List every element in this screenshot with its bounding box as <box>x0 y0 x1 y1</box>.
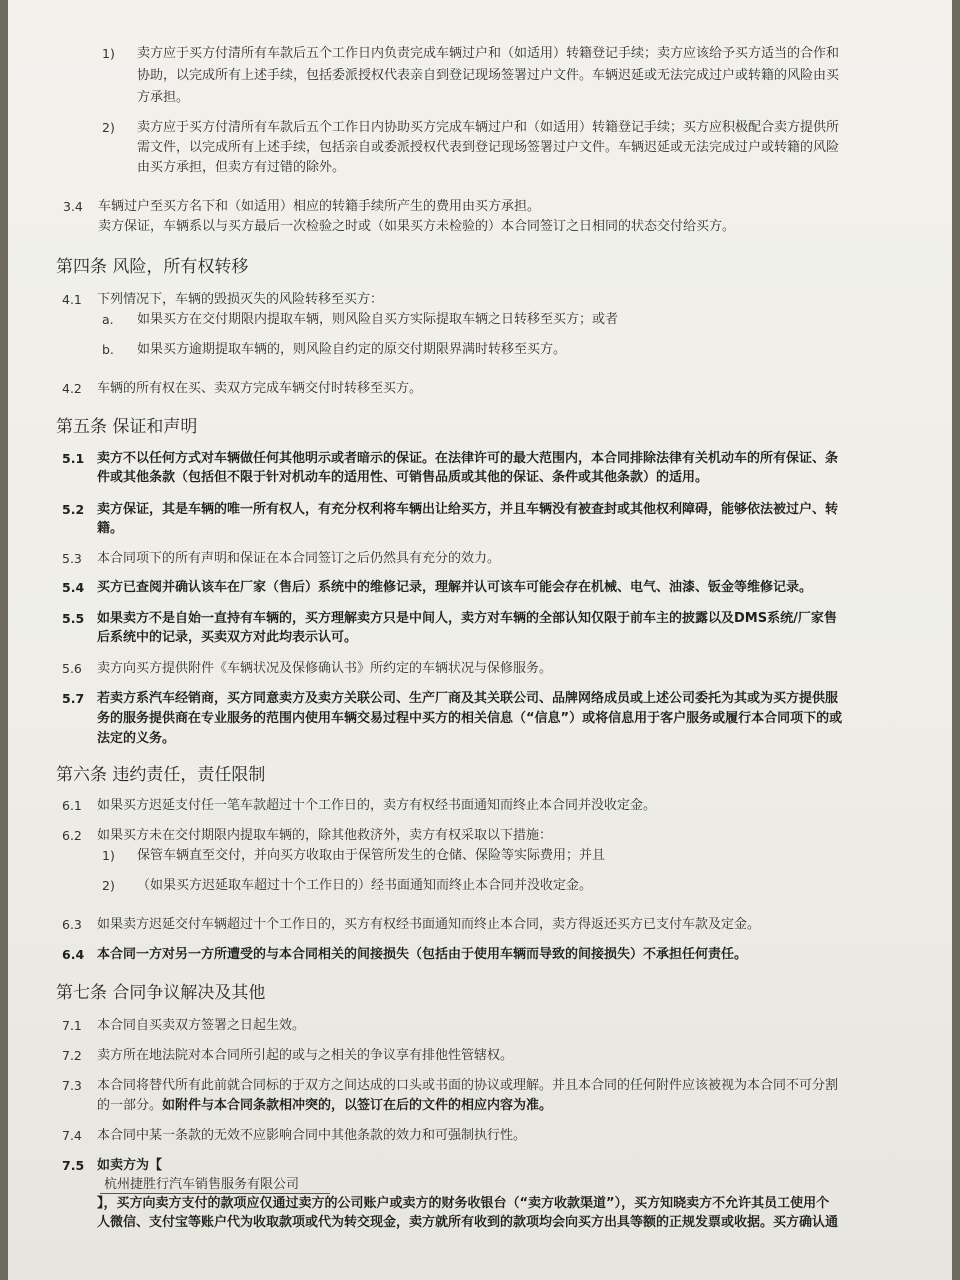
clause-number: 5.7 <box>62 691 85 706</box>
clause-number: 7.1 <box>62 1018 82 1033</box>
clause-line: 卖方保证，其是车辆的唯一所有权人，有充分权利将车辆出让给买方，并且车辆没有被查封或其他权利障碍，能够依法被过户、转 <box>97 502 839 517</box>
clause-line: 】，买方向卖方支付的款项应仅通过卖方的公司账户或卖方的财务收银台（“卖方收款渠道”），买方知晓卖方不允许其员工使用个 <box>97 1196 830 1211</box>
clause-line: 本合同一方对另一方所遭受的与本合同相关的间接损失（包括由于使用车辆而导致的间接损失）不承担任何责任。 <box>97 947 748 962</box>
clause-line: 后系统中的记录，买卖双方对此均表示认可。 <box>97 630 358 645</box>
clause-line: 法定的义务。 <box>97 731 176 746</box>
contract-page <box>8 0 952 1280</box>
item-number: 2) <box>102 878 115 893</box>
clause-number: 4.2 <box>62 381 82 396</box>
clause-line: 需文件，以完成所有上述手续，包括亲自或委派授权代表到登记现场签署过户文件。车辆迟延或无法完成过户或转籍的风险 <box>137 140 840 155</box>
clause-line: 下列情况下，车辆的毁损灭失的风险转移至买方： <box>97 292 384 307</box>
item-number: b. <box>102 342 114 357</box>
clause-number: 7.3 <box>62 1078 82 1093</box>
clause-line: 买方已查阅并确认该车在厂家（售后）系统中的维修记录，理解并认可该车可能会存在机械、电气、油漆、钣金等维修记录。 <box>97 580 813 595</box>
clause-number: 6.1 <box>62 798 82 813</box>
clause-number: 3.4 <box>63 199 83 214</box>
item-number: 1) <box>102 46 115 61</box>
clause-line: 如果买方迟延支付任一笔车款超过十个工作日的，卖方有权经书面通知而终止本合同并没收定金。 <box>97 798 657 813</box>
clause-line: 籍。 <box>97 521 124 536</box>
clause-number: 5.5 <box>62 611 85 626</box>
section-heading: 第四条 风险，所有权转移 <box>56 257 249 277</box>
clause-number: 7.4 <box>62 1128 82 1143</box>
clause-number: 5.4 <box>62 580 85 595</box>
clause-number: 5.6 <box>62 661 82 676</box>
clause-line: 如果买方在交付期限内提取车辆，则风险自买方实际提取车辆之日转移至买方；或者 <box>137 312 619 327</box>
clause-line: 如果卖方不是自始一直持有车辆的，买方理解卖方只是中间人，卖方对车辆的全部认知仅限于前车主的披露以及DMS系统/厂家售 <box>97 611 837 626</box>
clause-line: 如果买方逾期提取车辆的，则风险自约定的原交付期限界满时转移至买方。 <box>137 342 567 357</box>
section-heading: 第七条 合同争议解决及其他 <box>56 983 266 1003</box>
clause-line <box>97 1096 552 1115</box>
clause-line: 方承担。 <box>137 90 190 105</box>
clause-line: 本合同将替代所有此前就合同标的于双方之间达成的口头或书面的协议或理解。并且本合同的任何附件应该被视为本合同不可分割 <box>97 1078 839 1093</box>
clause-line: 如果买方未在交付期限内提取车辆的，除其他救济外，卖方有权采取以下措施： <box>97 828 553 843</box>
clause-line: 车辆的所有权在买、卖双方完成车辆交付时转移至买方。 <box>97 381 423 396</box>
section-heading: 第六条 违约责任，责任限制 <box>56 765 266 785</box>
clause-text: 的一部分。 <box>97 1098 163 1113</box>
item-number: 1) <box>102 848 115 863</box>
clause-number: 6.2 <box>62 828 82 843</box>
clause-number: 4.1 <box>62 292 82 307</box>
clause-text-bold: 如附件与本合同条款相冲突的，以签订在后的文件的相应内容为准。 <box>162 1098 553 1113</box>
clause-number: 5.2 <box>62 502 85 517</box>
clause-number: 6.4 <box>62 947 85 962</box>
clause-line: 本合同中某一条款的无效不应影响合同中其他条款的效力和可强制执行性。 <box>97 1128 527 1143</box>
item-number: 2) <box>102 120 115 135</box>
clause-line: 如果卖方迟延交付车辆超过十个工作日的，买方有权经书面通知而终止本合同，卖方得返还买方已支付车款及定金。 <box>97 917 761 932</box>
section-heading: 第五条 保证和声明 <box>56 417 198 437</box>
clause-line: 卖方应于买方付清所有车款后五个工作日内协助买方完成车辆过户和（如适用）转籍登记手续；买方应积极配合卖方提供所 <box>137 120 840 135</box>
clause-line: 卖方保证，车辆系以与买方最后一次检验之时或（如果买方未检验的）本合同签订之日相同的状态交付给买方。 <box>98 219 736 234</box>
clause-line: 本合同项下的所有声明和保证在本合同签订之后仍然具有充分的效力。 <box>97 551 501 566</box>
clause-line: 本合同自买卖双方签署之日起生效。 <box>97 1018 306 1033</box>
clause-line: 若卖方系汽车经销商，买方同意卖方及卖方关联公司、生产厂商及其关联公司、品牌网络成员或上述公司委托为其或为买方提供服 <box>97 691 839 706</box>
clause-line: 卖方应于买方付清所有车款后五个工作日内负责完成车辆过户和（如适用）转籍登记手续；卖方应该给予买方适当的合作和 <box>137 46 840 61</box>
clause-line: 卖方不以任何方式对车辆做任何其他明示或者暗示的保证。在法律许可的最大范围内，本合同排除法律有关机动车的所有保证、条 <box>97 451 839 466</box>
clause-line: 务的服务提供商在专业服务的范围内使用车辆交易过程中买方的相关信息（“信息”）或将信息用于客户服务或履行本合同项下的或 <box>97 711 843 726</box>
clause-number: 5.3 <box>62 551 82 566</box>
clause-line: 卖方向买方提供附件《车辆状况及保修确认书》所约定的车辆状况与保修服务。 <box>97 661 553 676</box>
clause-line: 件或其他条款（包括但不限于针对机动车的适用性、可销售品质或其他的保证、条件或其他条款）的适用。 <box>97 470 709 485</box>
clause-number: 5.1 <box>62 451 85 466</box>
clause-line: 车辆过户至买方名下和（如适用）相应的转籍手续所产生的费用由买方承担。 <box>98 199 541 214</box>
clause-line: （如果买方迟延取车超过十个工作日的）经书面通知而终止本合同并没收定金。 <box>137 878 593 893</box>
clause-line: 人微信、支付宝等账户代为收取款项或代为转交现金，卖方就所有收到的款项均会向买方出具等额的正规发票或收据。买方确认通 <box>97 1215 839 1230</box>
clause-number: 7.5 <box>62 1158 85 1173</box>
clause-line: 卖方所在地法院对本合同所引起的或与之相关的争议享有排他性管辖权。 <box>97 1048 514 1063</box>
clause-number: 6.3 <box>62 917 82 932</box>
clause-number: 7.2 <box>62 1048 82 1063</box>
seller-company-name: 杭州捷胜行汽车销售服务有限公司 <box>100 1176 330 1194</box>
clause-line: 保管车辆直至交付，并向买方收取由于保管所发生的仓储、保险等实际费用；并且 <box>137 848 606 863</box>
item-number: a. <box>102 312 114 327</box>
clause-line: 如卖方为【 <box>97 1158 163 1173</box>
clause-line: 由买方承担，但卖方有过错的除外。 <box>137 160 346 175</box>
clause-line: 协助，以完成所有上述手续，包括委派授权代表亲自到登记现场签署过户文件。车辆迟延或无法完成过户或转籍的风险由买 <box>137 68 840 83</box>
